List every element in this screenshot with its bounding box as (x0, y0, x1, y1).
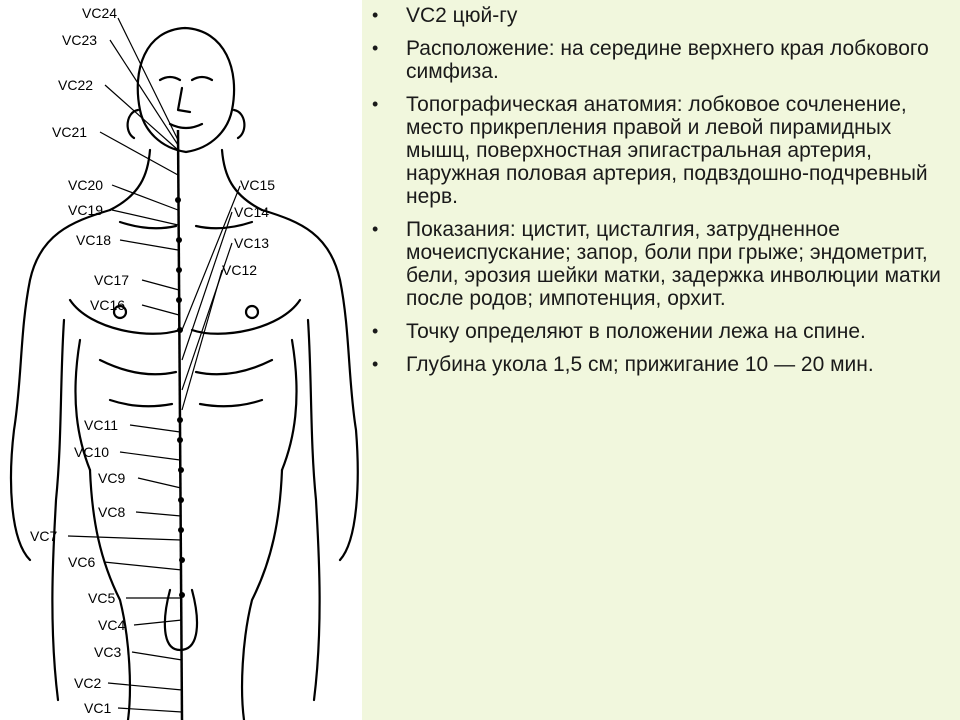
label-vc10: VC10 (74, 444, 110, 460)
bullet-text: Показания: цистит, цисталгия, затрудненное мочеиспускание; запор, боли при грыже; эндометрит, бели, эрозия шейки матки, задержка инволюции матки после родов; импотенция, орхит. (406, 218, 941, 310)
bullet-item-depth (362, 353, 960, 376)
bullet-text: Глубина укола 1,5 см; прижигание 10 — 20 мин. (406, 353, 874, 376)
bullet-item-indications (362, 218, 960, 310)
label-vc11: VC11 (84, 417, 118, 433)
body-meridian-figure (0, 0, 362, 720)
label-vc22: VC22 (58, 77, 94, 93)
text-panel (362, 0, 960, 720)
bullet-list (362, 0, 960, 376)
bullet-item-title (362, 4, 960, 27)
bullet-icon: • (372, 5, 379, 25)
bullet-icon: • (372, 219, 379, 239)
bullet-text: Топографическая анатомия: лобковое сочленение, место прикрепления правой и левой пирамидных мышц, поверхностная эпигастральная артерия, наружная половая артерия, подвздошно-подчревный нерв. (406, 93, 928, 208)
body-outline-drawing (0, 0, 362, 720)
label-vc7: VC7 (30, 528, 58, 544)
label-vc3: VC3 (94, 644, 122, 660)
label-vc13: VC13 (234, 235, 270, 251)
bullet-item-location (362, 37, 960, 83)
bullet-icon: • (372, 321, 379, 341)
bullet-item-position (362, 320, 960, 343)
label-vc24: VC24 (82, 5, 118, 21)
label-vc14: VC14 (234, 204, 270, 220)
label-vc5: VC5 (88, 590, 116, 606)
bullet-icon: • (372, 354, 379, 374)
bullet-text: Расположение: на середине верхнего края лобкового симфиза. (406, 37, 929, 83)
label-vc2: VC2 (74, 675, 102, 691)
label-vc16: VC16 (90, 297, 126, 313)
label-vc15: VC15 (240, 177, 276, 193)
label-vc6: VC6 (68, 554, 96, 570)
bullet-text: Точку определяют в положении лежа на спине. (406, 320, 866, 343)
leader-lines (68, 18, 240, 712)
label-vc18: VC18 (76, 232, 112, 248)
label-vc12: VC12 (222, 262, 258, 278)
label-vc20: VC20 (68, 177, 104, 193)
bullet-item-anatomy (362, 93, 960, 208)
label-vc1: VC1 (84, 700, 112, 716)
label-vc23: VC23 (62, 32, 98, 48)
label-vc21: VC21 (52, 124, 88, 140)
label-vc9: VC9 (98, 470, 126, 486)
label-vc17: VC17 (94, 272, 130, 288)
meridian-line (178, 130, 182, 720)
bullet-icon: • (372, 94, 379, 114)
label-vc8: VC8 (98, 504, 126, 520)
bullet-icon: • (372, 38, 379, 58)
bullet-text: VC2 цюй-гу (406, 4, 518, 27)
label-vc19: VC19 (68, 202, 104, 218)
label-vc4: VC4 (98, 617, 126, 633)
